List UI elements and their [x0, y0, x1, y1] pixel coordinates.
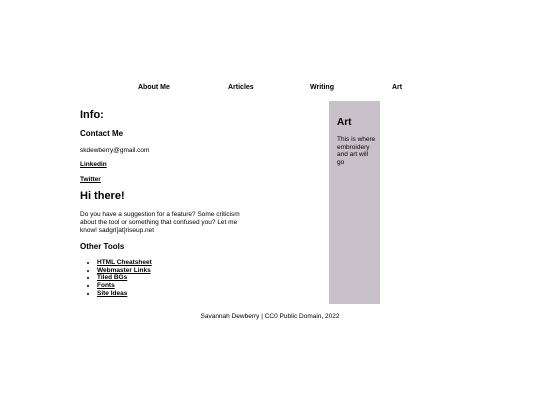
top-nav: [0, 84, 540, 96]
info-heading: Info:: [80, 109, 104, 121]
nav-link-writing[interactable]: Writing: [310, 84, 334, 91]
tool-link-html-cheatsheet[interactable]: HTML Cheatsheet: [97, 259, 152, 266]
tool-link-fonts[interactable]: Fonts: [97, 282, 115, 290]
list-item: [97, 290, 152, 298]
linkedin-link[interactable]: Linkedin: [80, 161, 107, 168]
tool-link-site-ideas[interactable]: Site Ideas: [97, 289, 128, 297]
nav-link-articles[interactable]: Articles: [228, 84, 254, 91]
tools-list: [80, 259, 152, 298]
other-tools-heading: Other Tools: [80, 242, 125, 251]
list-item: [97, 274, 152, 282]
hi-heading: Hi there!: [80, 190, 125, 202]
art-heading: Art: [337, 117, 352, 128]
tool-link-tiled-bgs[interactable]: Tiled BGs: [97, 274, 128, 282]
tool-link-webmaster-links[interactable]: Webmaster Links: [97, 266, 151, 274]
nav-link-art[interactable]: Art: [392, 84, 403, 91]
nav-link-about-me[interactable]: About Me: [138, 84, 170, 91]
list-item: [97, 267, 152, 275]
art-sidebar: [329, 101, 380, 304]
list-item: [97, 282, 152, 290]
art-description: This is where embroidery and art will go: [337, 136, 376, 167]
twitter-link[interactable]: Twitter: [80, 176, 101, 183]
footer: Savannah Dewberry | CC0 Public Domain, 2022: [200, 313, 340, 320]
feedback-text: Do you have a suggestion for a feature? Some criticism about the tool or something that confused you? Let me know! sadgrl[at]riseup.net: [80, 211, 240, 234]
email-text: skdewberry@gmail.com: [80, 147, 150, 154]
list-item: [97, 259, 152, 267]
contact-heading: Contact Me: [80, 129, 124, 138]
